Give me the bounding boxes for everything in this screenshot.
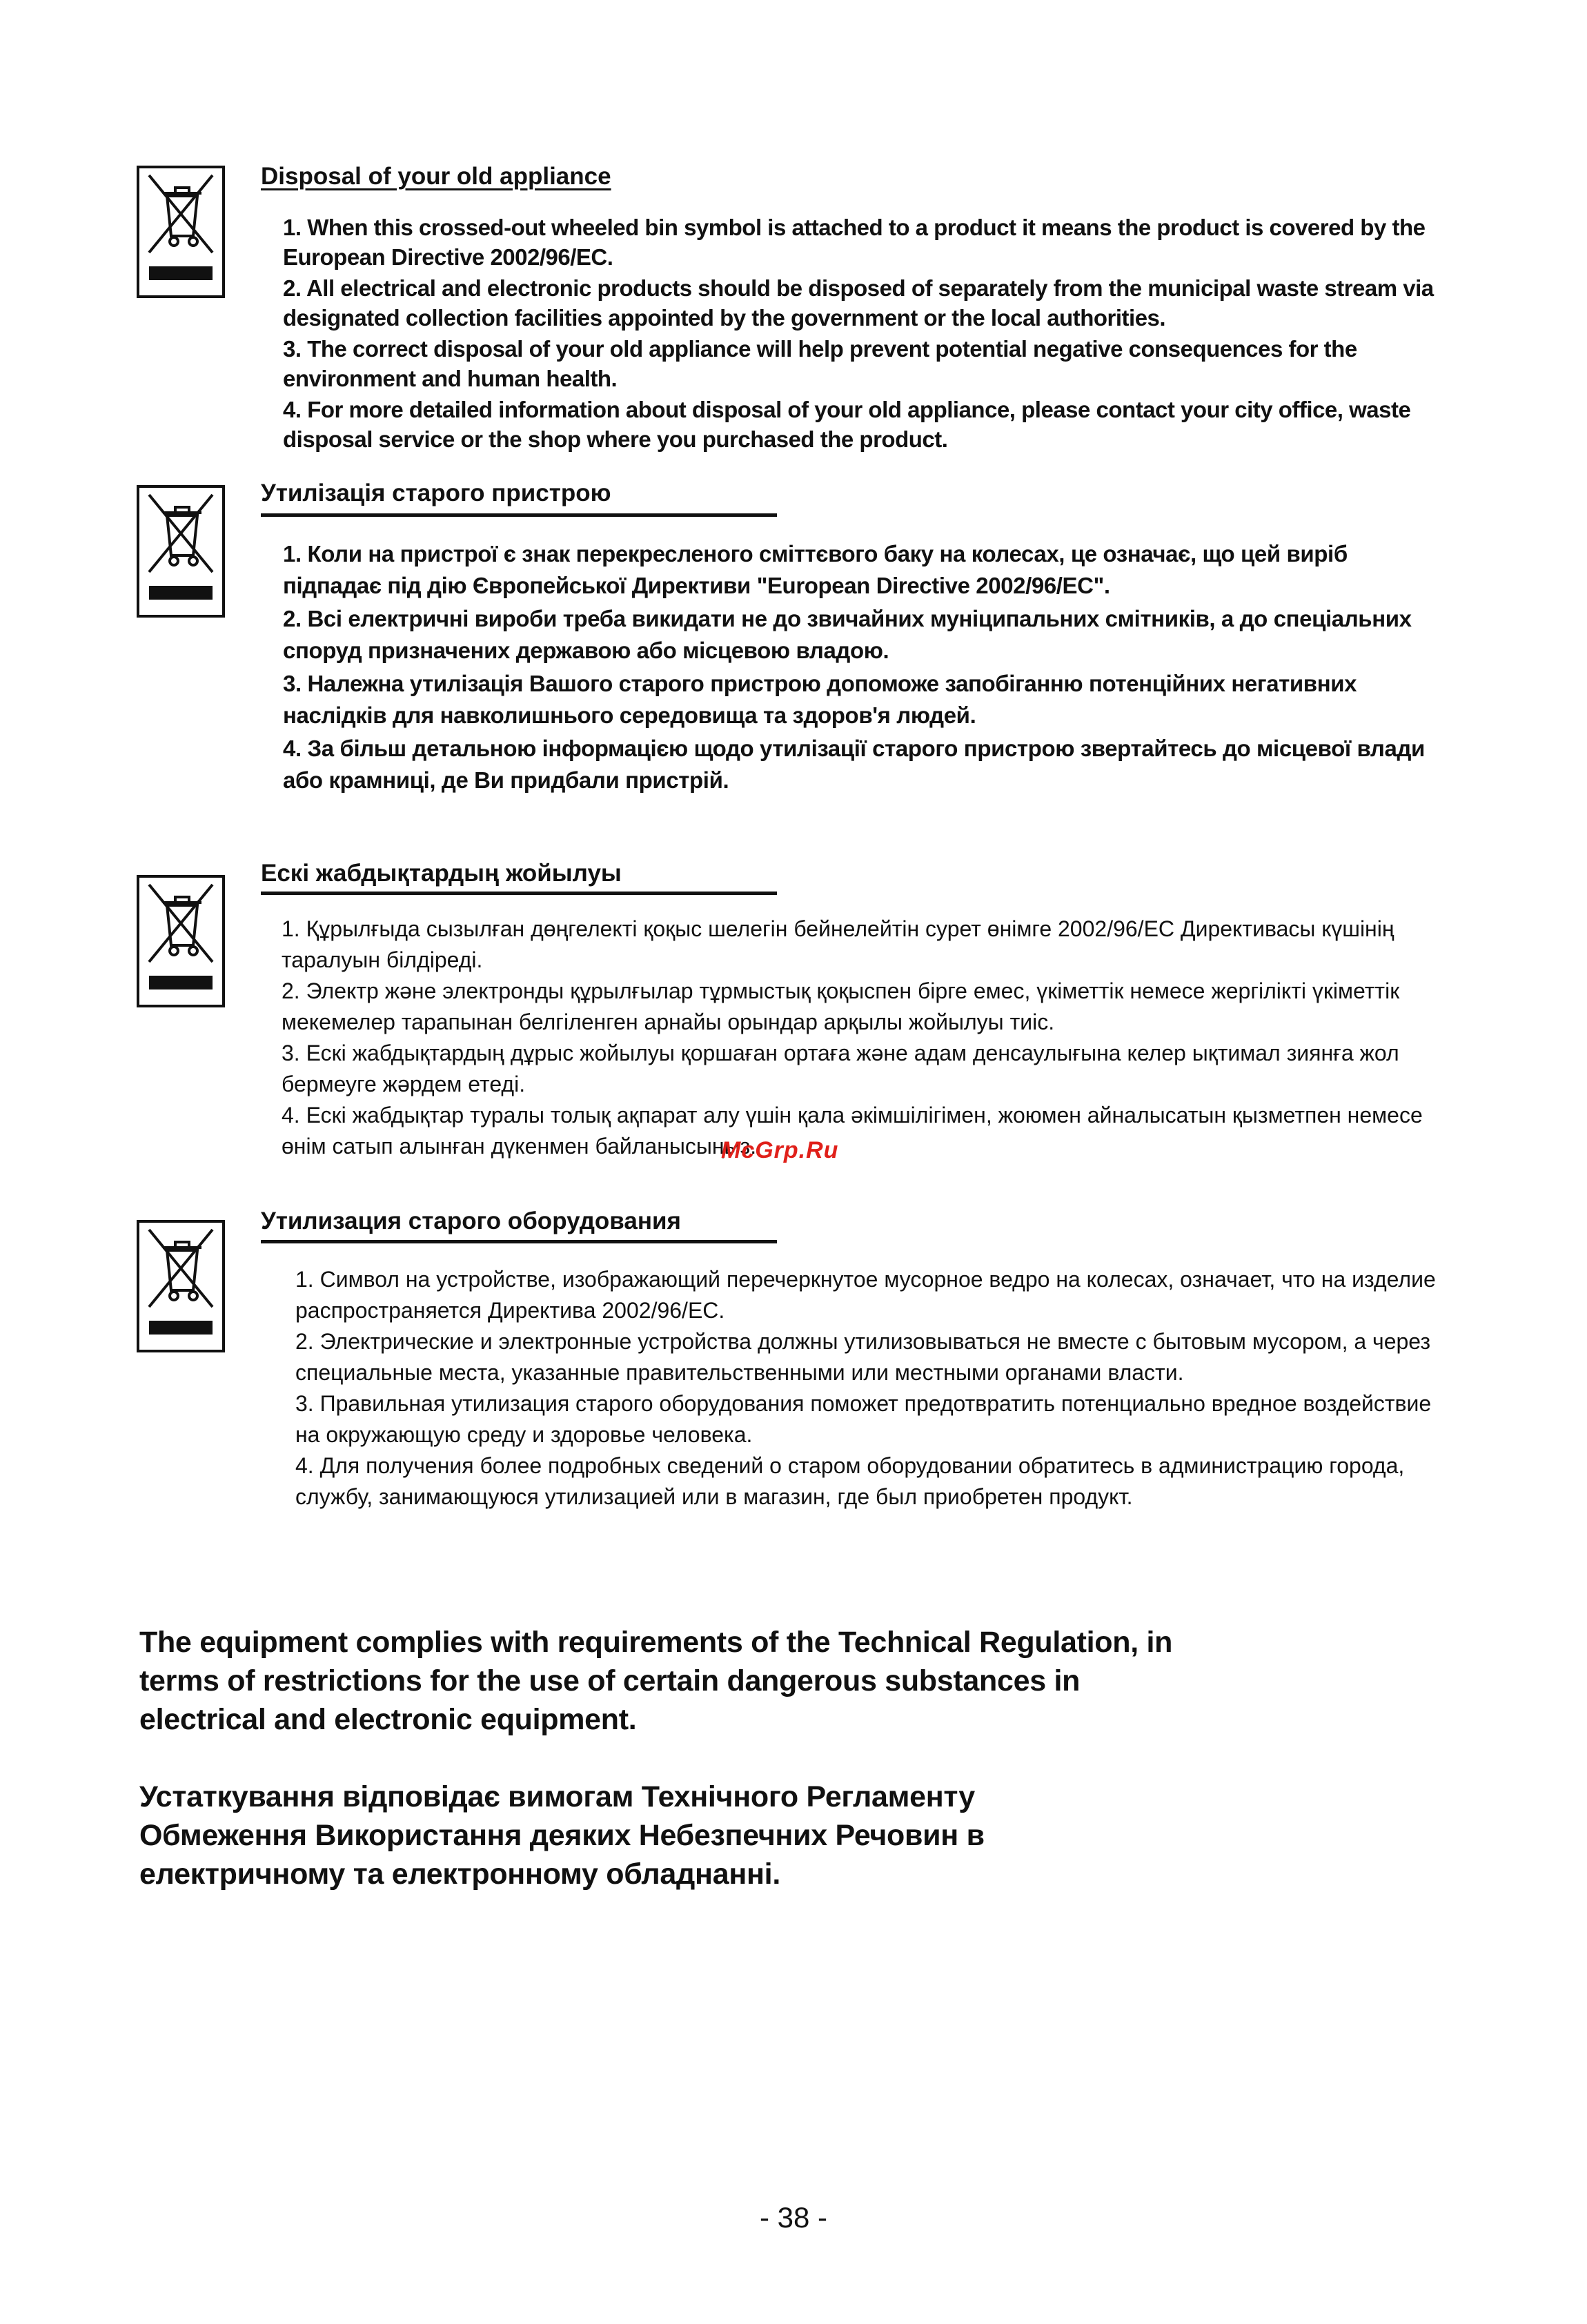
- list-item: 1. Құрылғыда сызылған дөңгелекті қоқыс шелегін бейнелейтін сурет өнімге 2002/96/ЕС Директивасы күшінің таралуын білдіреді.: [282, 916, 1394, 972]
- title-underline: [261, 1240, 777, 1243]
- weee-bar: [149, 266, 213, 280]
- list-item: 2. All electrical and electronic products should be disposed of separately from the municipal waste stream via designated collection facilities appointed by the government or the local authorities.: [283, 275, 1434, 331]
- title-underline: [261, 513, 777, 517]
- list-item: 4. Для получения более подробных сведений о старом оборудовании обратитесь в администрацию города, службу, занимающуюся утилизацией или в магазин, где был приобретен продукт.: [295, 1453, 1405, 1509]
- section-title: Утилизация старого оборудования: [261, 1208, 681, 1234]
- list-item: 2. Электрические и электронные устройства должны утилизовываться не вместе с бытовым мусором, а через специальные места, указанные правительственными или местными органами власти.: [295, 1329, 1431, 1385]
- list-item: 3. Правильная утилизация старого оборудования поможет предотвратить потенциально вредное воздействие на окружающую среду и здоровье человека.: [295, 1391, 1432, 1447]
- item-list: [268, 914, 1434, 1162]
- compliance-statement-ua: Устаткування відповідає вимогам Технічного Регламенту Обмеження Використання деяких Небезпечних Речовин в електричному та електронному обладнанні.: [139, 1780, 985, 1891]
- section-title: Disposal of your old appliance: [261, 163, 611, 190]
- watermark: McGrp.Ru: [721, 1137, 839, 1163]
- list-item: 4. For more detailed information about disposal of your old appliance, please contact your city office, waste disposal service or the shop where you purchased the product.: [283, 397, 1411, 452]
- list-item: 1. Символ на устройстве, изображающий перечеркнутое мусорное ведро на колесах, означает, что на изделие распространяется Директива 2002/96/ЕС.: [295, 1267, 1436, 1323]
- weee-bin-icon: [137, 875, 225, 1007]
- item-list: [268, 1264, 1441, 1513]
- item-list: [255, 538, 1442, 798]
- list-item: 3. The correct disposal of your old appliance will help prevent potential negative consequences for the environment and human health.: [283, 336, 1357, 391]
- list-item: 1. Коли на пристрої є знак перекресленого сміттєвого баку на колесах, це означає, що цей виріб підпадає під дію Європейської Директиви "European Directive 2002/96/EC".: [283, 541, 1348, 598]
- crossed-bin-icon: [144, 882, 218, 965]
- crossed-bin-icon: [144, 492, 218, 575]
- list-item: 3. Ескі жабдықтардың дұрыс жойылуы қоршаған ортаға және адам денсаулығына келер ықтимал зиянға жол бермеуге жәрдем етеді.: [282, 1041, 1399, 1096]
- item-list: [255, 213, 1442, 455]
- list-item: 3. Належна утилізація Вашого старого пристрою допоможе запобіганню потенційних негативних наслідків для навколишнього середовища та здоров'я людей.: [283, 671, 1357, 728]
- weee-bin-icon: [137, 485, 225, 618]
- list-item: 4. За більш детальною інформацією щодо утилізації старого пристрою звертайтесь до місцевої влади або крамниці, де Ви придбали пристрій.: [283, 736, 1425, 793]
- weee-bar: [149, 1321, 213, 1335]
- list-item: 4. Ескі жабдықтар туралы толық ақпарат алу үшін қала әкімшілігімен, жоюмен айналысатын қызметпен немесе өнім сатып алынған дүкенмен байланысыңыз.: [282, 1103, 1423, 1159]
- crossed-bin-icon: [144, 1227, 218, 1310]
- list-item: 2. Всі електричні вироби треба викидати не до звичайних муніципальних смітників, а до спеціальних споруд призначених державою або місцевою владою.: [283, 606, 1412, 663]
- section-title: Ескі жабдықтардың жойылуы: [261, 860, 622, 887]
- weee-bin-icon: [137, 166, 225, 298]
- weee-bar: [149, 586, 213, 600]
- section-title: Утилізація старого пристрою: [261, 480, 611, 506]
- page-number: - 38 -: [759, 2201, 828, 2234]
- compliance-statement-en: The equipment complies with requirements of the Technical Regulation, in terms of restrictions for the use of certain dangerous substances in electrical and electronic equipment.: [139, 1626, 1173, 1736]
- list-item: 1. When this crossed-out wheeled bin symbol is attached to a product it means the product is covered by the European Directive 2002/96/EC.: [283, 215, 1426, 270]
- crossed-bin-icon: [144, 173, 218, 255]
- list-item: 2. Электр және электронды құрылғылар тұрмыстық қоқыспен бірге емес, үкіметтік немесе жергілікті үкіметтік мекемелер тарапынан белгіленген арнайы орындар арқылы жойылуы тиіс.: [282, 978, 1400, 1034]
- title-underline: [261, 892, 777, 895]
- weee-bar: [149, 976, 213, 989]
- weee-bin-icon: [137, 1220, 225, 1352]
